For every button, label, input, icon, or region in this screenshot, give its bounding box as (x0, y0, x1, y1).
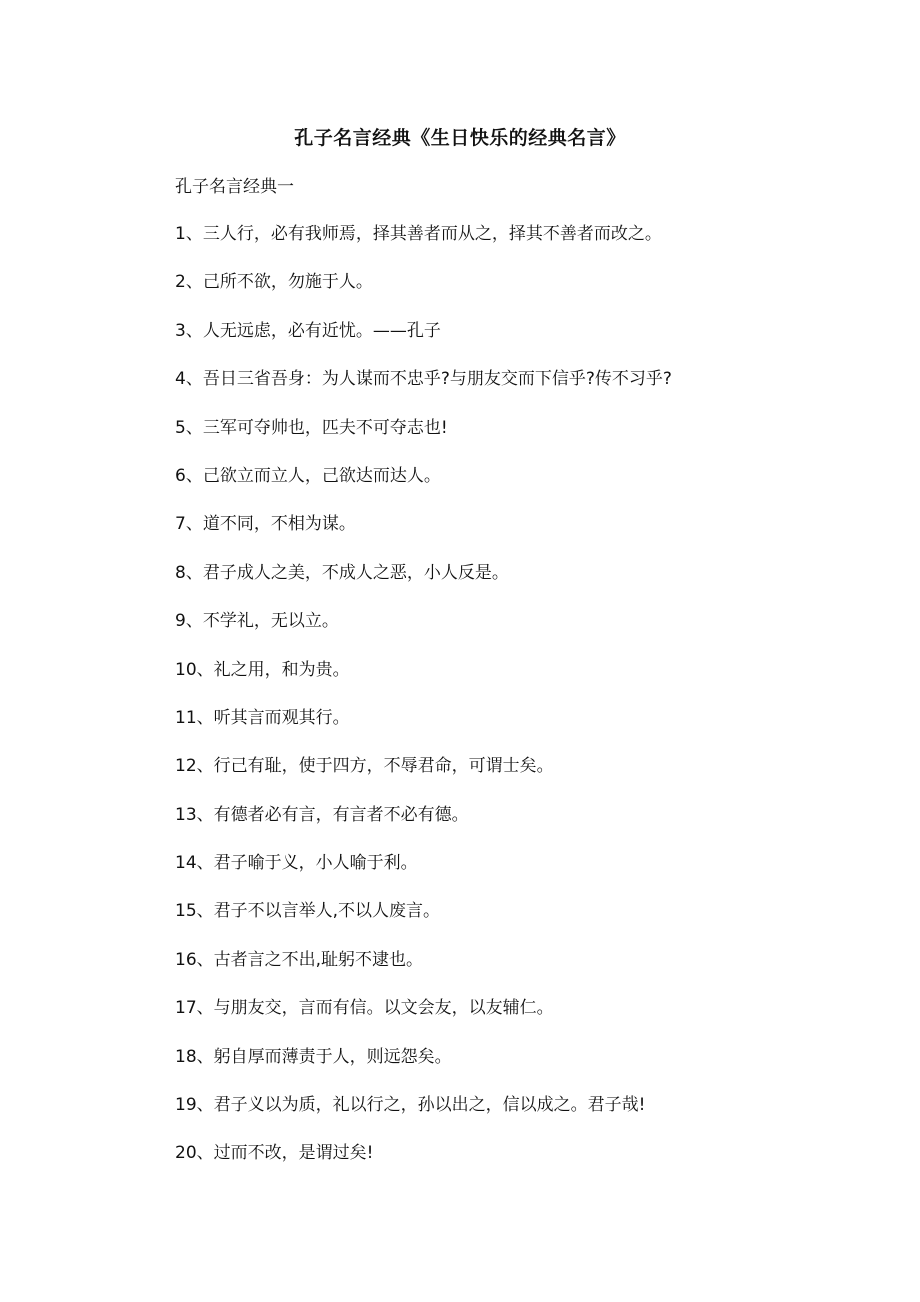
quote-list (175, 221, 875, 1189)
quote-item: 2、己所不欲，勿施于人。 (175, 272, 373, 293)
quote-item: 5、三军可夺帅也，匹夫不可夺志也! (175, 417, 448, 438)
quote-item: 20、过而不改，是谓过矣! (175, 1143, 374, 1164)
quote-item: 11、听其言而观其行。 (175, 707, 350, 728)
section-heading: 孔子名言经典一 (175, 177, 294, 197)
quote-item: 12、行己有耻，使于四方，不辱君命，可谓士矣。 (175, 756, 554, 777)
quote-item: 14、君子喻于义，小人喻于利。 (175, 853, 418, 874)
quote-item: 19、君子义以为质，礼以行之，孙以出之，信以成之。君子哉! (175, 1095, 646, 1116)
page-title: 孔子名言经典《生日快乐的经典名言》 (294, 127, 626, 149)
quote-item: 1、三人行，必有我师焉，择其善者而从之，择其不善者而改之。 (175, 224, 662, 244)
quote-item: 18、躬自厚而薄责于人，则远怨矣。 (175, 1046, 452, 1067)
quote-item: 8、君子成人之美，不成人之恶，小人反是。 (175, 562, 509, 583)
quote-item: 17、与朋友交，言而有信。以文会友，以友辅仁。 (175, 998, 554, 1019)
quote-item: 16、古者言之不出,耻躬不逮也。 (175, 949, 424, 970)
quote-item: 6、己欲立而立人，己欲达而达人。 (175, 465, 441, 486)
quote-item: 9、不学礼，无以立。 (175, 611, 339, 632)
quote-item: 3、人无远虑，必有近忧。——孔子 (175, 320, 441, 341)
quote-item: 15、君子不以言举人,不以人废言。 (175, 901, 441, 922)
quote-item: 10、礼之用，和为贵。 (175, 659, 350, 680)
quote-item: 13、有德者必有言，有言者不必有德。 (175, 804, 469, 825)
quote-item: 7、道不同，不相为谋。 (175, 514, 356, 535)
quote-item: 4、吾日三省吾身：为人谋而不忠乎?与朋友交而下信乎?传不习乎? (175, 369, 672, 390)
